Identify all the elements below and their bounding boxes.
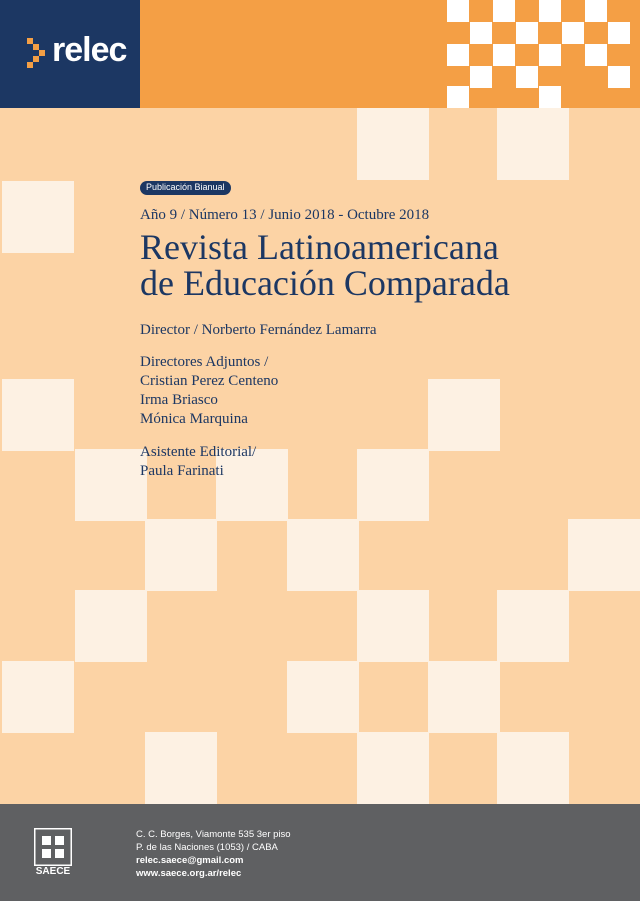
title-line: de Educación Comparada xyxy=(140,263,510,303)
pattern-square xyxy=(539,0,561,22)
relec-logo: relec xyxy=(52,31,127,69)
saece-logo-icon xyxy=(34,828,72,866)
deco-square xyxy=(145,732,217,804)
pattern-square xyxy=(470,66,492,88)
saece-label: SAECE xyxy=(35,866,71,877)
pattern-square xyxy=(585,0,607,22)
header-pattern-band xyxy=(140,0,640,108)
pattern-square xyxy=(447,86,469,108)
assistant-heading: Asistente Editorial/ xyxy=(140,444,257,460)
logo-block xyxy=(0,0,140,108)
deco-square xyxy=(497,732,569,804)
deco-square xyxy=(497,590,569,662)
editorial-assistant xyxy=(140,443,620,481)
pattern-square xyxy=(493,44,515,66)
deco-square xyxy=(2,661,74,733)
adjunct-name: Irma Briasco xyxy=(140,392,218,408)
deco-square xyxy=(75,590,147,662)
pattern-square xyxy=(447,44,469,66)
frequency-badge: Publicación Bianual xyxy=(140,181,231,195)
footer xyxy=(0,804,640,901)
deco-square xyxy=(428,661,500,733)
pattern-square xyxy=(608,66,630,88)
deco-square xyxy=(357,108,429,180)
email-link[interactable]: relec.saece@gmail.com xyxy=(136,855,244,866)
deco-square xyxy=(357,590,429,662)
pattern-square xyxy=(470,22,492,44)
pattern-square xyxy=(608,22,630,44)
pattern-square xyxy=(539,86,561,108)
pattern-square xyxy=(539,44,561,66)
assistant-name: Paula Farinati xyxy=(140,463,224,479)
website-link[interactable]: www.saece.org.ar/relec xyxy=(136,868,242,879)
deco-square xyxy=(2,181,74,253)
deco-square xyxy=(75,449,147,521)
deco-square xyxy=(287,661,359,733)
pattern-square xyxy=(516,66,538,88)
adjunct-directors xyxy=(140,353,620,429)
pattern-square xyxy=(447,0,469,22)
deco-square xyxy=(357,732,429,804)
cover-text xyxy=(140,177,620,481)
adjunct-name: Cristian Perez Centeno xyxy=(140,373,279,389)
pattern-square xyxy=(516,22,538,44)
pattern-square xyxy=(562,22,584,44)
deco-square xyxy=(2,379,74,451)
deco-square xyxy=(287,519,359,591)
deco-square xyxy=(145,519,217,591)
adjunct-name: Mónica Marquina xyxy=(140,411,248,427)
deco-square xyxy=(568,519,640,591)
address-line: C. C. Borges, Viamonte 535 3er piso xyxy=(136,829,291,840)
title-line: Revista Latinoamericana xyxy=(140,227,499,267)
deco-square xyxy=(497,108,569,180)
adjunct-heading: Directores Adjuntos / xyxy=(140,354,269,370)
pattern-square xyxy=(493,0,515,22)
relec-arrow-icon xyxy=(27,38,47,68)
journal-title xyxy=(140,229,620,301)
contact-info xyxy=(136,828,291,880)
address-line: P. de las Naciones (1053) / CABA xyxy=(136,842,278,853)
issue-info: Año 9 / Número 13 / Junio 2018 - Octubre 2018 xyxy=(140,207,430,223)
director: Director / Norberto Fernández Lamarra xyxy=(140,322,377,338)
pattern-square xyxy=(585,44,607,66)
